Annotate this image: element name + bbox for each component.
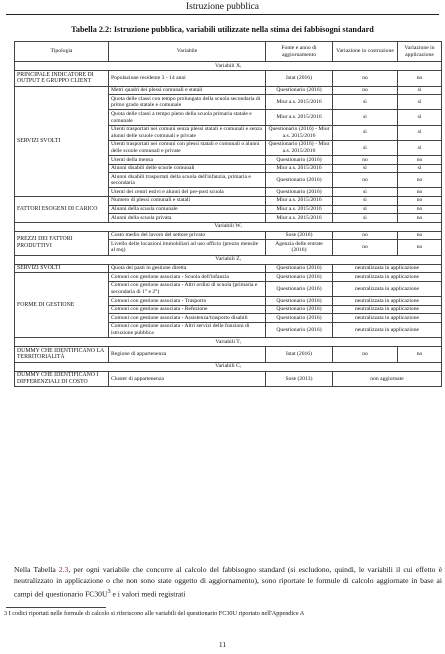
- col-header-costruzione: Variazione in costruzione: [333, 42, 398, 62]
- section-row: [15, 222, 442, 231]
- source-cell: Questionario (2016): [266, 322, 333, 337]
- tipologia-cell: DUMMY CHE IDENTIFICANO I DIFFERENZIALI DI COSTO: [15, 371, 109, 387]
- paragraph-text: , per ogni variabile che concorre al calcolo del fabbisogno standard (si escludono, quindi, le variabili il cui effetto è neutralizzato in applicazione o che non sono state oggetto di aggiornamento), sono riportate le formule di calcolo aggiornate in base ai campi del questionario FC30U: [14, 565, 442, 599]
- construction-cell: no: [333, 173, 398, 188]
- application-cell: no: [398, 231, 442, 240]
- variable-cell: Alunni disabili delle scuole comunali: [109, 164, 266, 173]
- application-cell: sì: [398, 140, 442, 155]
- variable-cell: Comuni con gestione associata - Scuola dell'infanzia: [109, 273, 266, 282]
- source-cell: Questionario (2016): [266, 156, 333, 165]
- tipologia-cell: FORME DI GESTIONE: [15, 273, 109, 338]
- source-cell: Miur a.s. 2015/2016: [266, 205, 333, 214]
- construction-cell: sì: [333, 214, 398, 223]
- application-cell: no: [398, 173, 442, 188]
- construction-cell: sì: [333, 205, 398, 214]
- table-row: [15, 71, 442, 87]
- application-cell: no: [398, 240, 442, 255]
- variable-cell: Quota delle classi a tempo pieno della scuola primaria statale e comunale: [109, 110, 266, 125]
- variable-cell: Utenti trasportati nei comuni con plessi statali e comunali o alunni delle scuole comunali e private: [109, 140, 266, 155]
- col-header-variabile: Variabile: [109, 42, 266, 62]
- source-cell: Questionario (2016) - Miur a.s. 2015/2016: [266, 140, 333, 155]
- footnote-rule: [6, 607, 106, 608]
- paragraph-text: e i valori medi registrati: [110, 589, 186, 599]
- variable-cell: Quota dei pasti in gestione diretta: [109, 264, 266, 273]
- table-header-row: [15, 42, 442, 62]
- neutralized-cell: neutralizzata in applicazione: [333, 322, 442, 337]
- header-rule: [6, 14, 439, 15]
- source-cell: Questionario (2016): [266, 281, 333, 296]
- source-cell: Questionario (2016) - Miur a.s. 2015/2016: [266, 125, 333, 140]
- source-cell: Questionario (2016): [266, 86, 333, 95]
- variable-cell: Comuni con gestione associata - Altri servizi delle funzioni di istruzione pubblica: [109, 322, 266, 337]
- variable-cell: Cluster di appartenenza: [109, 371, 266, 387]
- neutralized-cell: neutralizzata in applicazione: [333, 297, 442, 306]
- table-row: [15, 86, 442, 95]
- tipologia-cell: SERVIZI SVOLTI: [15, 264, 109, 273]
- source-cell: Questionario (2016): [266, 273, 333, 282]
- variable-cell: Comuni con gestione associata - Trasporto: [109, 297, 266, 306]
- source-cell: Questionario (2016): [266, 264, 333, 273]
- col-header-applicazione: Variazione in applicazione: [398, 42, 442, 62]
- neutralized-cell: neutralizzata in applicazione: [333, 273, 442, 282]
- variable-cell: Comuni con gestione associata - Refezione: [109, 305, 266, 314]
- application-cell: no: [398, 188, 442, 197]
- table-row: [15, 371, 442, 387]
- source-cell: Miur a.s. 2015/2016: [266, 196, 333, 205]
- source-cell: Agenzia delle entrate (2016): [266, 240, 333, 255]
- section-label: Variabili Cᵢ: [15, 362, 442, 371]
- source-cell: Sose (2013): [266, 371, 333, 387]
- footnote-marker[interactable]: 3: [107, 587, 111, 595]
- table-row: [15, 347, 442, 363]
- table-reference-link[interactable]: 2.3: [58, 565, 69, 574]
- section-label: Variabili Tᵢ: [15, 338, 442, 347]
- source-cell: Questionario (2016): [266, 188, 333, 197]
- construction-cell: no: [333, 231, 398, 240]
- application-cell: no: [398, 214, 442, 223]
- section-row: [15, 255, 442, 264]
- variable-cell: Alunni disabili trasportati della scuola dell'infanzia, primaria e secondaria: [109, 173, 266, 188]
- variable-cell: Alunni della scuola privata: [109, 214, 266, 223]
- neutralized-cell: neutralizzata in applicazione: [333, 305, 442, 314]
- variable-cell: Utenti trasportati nei comuni senza plessi statali e comunali e senza alunni delle scuole comunali e private: [109, 125, 266, 140]
- source-cell: Miur a.s. 2015/2016: [266, 214, 333, 223]
- application-cell: no: [398, 347, 442, 363]
- variable-cell: Metri quadri dei plessi comunali e statali: [109, 86, 266, 95]
- application-cell: no: [398, 196, 442, 205]
- neutralized-cell: neutralizzata in applicazione: [333, 314, 442, 323]
- source-cell: Questionario (2016): [266, 173, 333, 188]
- tipologia-cell: PREZZI DEI FATTORI PRODUTTIVI: [15, 231, 109, 255]
- section-row: [15, 362, 442, 371]
- tipologia-cell: PRINCIPALE INDICATORE DI OUTPUT E GRUPPO CLIENT: [15, 71, 109, 87]
- source-cell: Questionario (2016): [266, 314, 333, 323]
- construction-cell: sì: [333, 110, 398, 125]
- section-label: Variabili Wᵢ: [15, 222, 442, 231]
- not-updated-cell: non aggiornate: [333, 371, 442, 387]
- application-cell: sì: [398, 125, 442, 140]
- construction-cell: sì: [333, 196, 398, 205]
- variable-cell: Numero di plessi comunali e statali: [109, 196, 266, 205]
- construction-cell: sì: [333, 164, 398, 173]
- variable-cell: Utenti dei centri estivi e alunni del pre-post scuola: [109, 188, 266, 197]
- table-row: [15, 231, 442, 240]
- neutralized-cell: neutralizzata in applicazione: [333, 281, 442, 296]
- source-cell: Questionario (2016): [266, 305, 333, 314]
- variable-cell: Alunni della scuola comunale: [109, 205, 266, 214]
- source-cell: Miur a.s. 2015/2016: [266, 164, 333, 173]
- col-header-fonte: Fonte e anno di aggiornamento: [266, 42, 333, 62]
- variable-cell: Quota delle classi con tempo prolungato della scuola secondaria di primo grado statale e comunale: [109, 95, 266, 110]
- table-caption: Tabella 2.2: Istruzione pubblica, variabili utilizzate nella stima dei fabbisogni standard: [71, 25, 374, 34]
- construction-cell: sì: [333, 188, 398, 197]
- paragraph-text: Nella Tabella: [14, 565, 59, 574]
- source-cell: Miur a.s. 2015/2016: [266, 95, 333, 110]
- tipologia-cell: SERVIZI SVOLTI: [15, 86, 109, 196]
- construction-cell: no: [333, 86, 398, 95]
- neutralized-cell: neutralizzata in applicazione: [333, 264, 442, 273]
- application-cell: sì: [398, 95, 442, 110]
- tipologia-cell: FATTORI ESOGENI DI CARICO: [15, 196, 109, 222]
- variable-cell: Comuni con gestione associata - Assistenza/trasporto disabili: [109, 314, 266, 323]
- construction-cell: sì: [333, 125, 398, 140]
- variable-cell: Livello delle locazioni immobiliari ad uso ufficio (prezzo mensile al mq): [109, 240, 266, 255]
- section-row: [15, 62, 442, 71]
- section-row: [15, 338, 442, 347]
- col-header-tipologia: Tipologia: [15, 42, 109, 62]
- source-cell: Istat (2016): [266, 71, 333, 87]
- construction-cell: sì: [333, 95, 398, 110]
- table-row: [15, 264, 442, 273]
- construction-cell: no: [333, 156, 398, 165]
- application-cell: sì: [398, 164, 442, 173]
- source-cell: Istat (2016): [266, 347, 333, 363]
- variable-cell: Costo medio del lavoro del settore privato: [109, 231, 266, 240]
- source-cell: Miur a.s. 2015/2016: [266, 110, 333, 125]
- application-cell: no: [398, 71, 442, 87]
- source-cell: Questionario (2016): [266, 297, 333, 306]
- construction-cell: no: [333, 240, 398, 255]
- construction-cell: sì: [333, 140, 398, 155]
- construction-cell: no: [333, 71, 398, 87]
- variable-cell: Utenti della mensa: [109, 156, 266, 165]
- footnote: 3 I codici riportati nelle formule di calcolo si riferiscono alle variabili del questionario FC30U riportato nell'Appendice A: [4, 610, 305, 617]
- source-cell: Sose (2016): [266, 231, 333, 240]
- body-paragraph: [14, 565, 442, 600]
- application-cell: sì: [398, 110, 442, 125]
- section-label: Variabili Xᵢ: [15, 62, 442, 71]
- tipologia-cell: DUMMY CHE IDENTIFICANO LA TERRITORIALITÀ: [15, 347, 109, 363]
- table-row: [15, 273, 442, 282]
- variable-cell: Comuni con gestione associata - Altri ordini di scuola (primaria e secondaria di 1° e 2°): [109, 281, 266, 296]
- application-cell: sì: [398, 86, 442, 95]
- variable-cell: Popolazione residente 3 - 14 anni: [109, 71, 266, 87]
- section-label: Variabili Zᵢ: [15, 255, 442, 264]
- application-cell: no: [398, 156, 442, 165]
- construction-cell: no: [333, 347, 398, 363]
- application-cell: no: [398, 205, 442, 214]
- running-header: Istruzione pubblica: [185, 2, 260, 12]
- table-row: [15, 196, 442, 205]
- page-number: 11: [218, 640, 227, 649]
- variable-cell: Regione di appartenenza: [109, 347, 266, 363]
- variables-table: [14, 41, 442, 387]
